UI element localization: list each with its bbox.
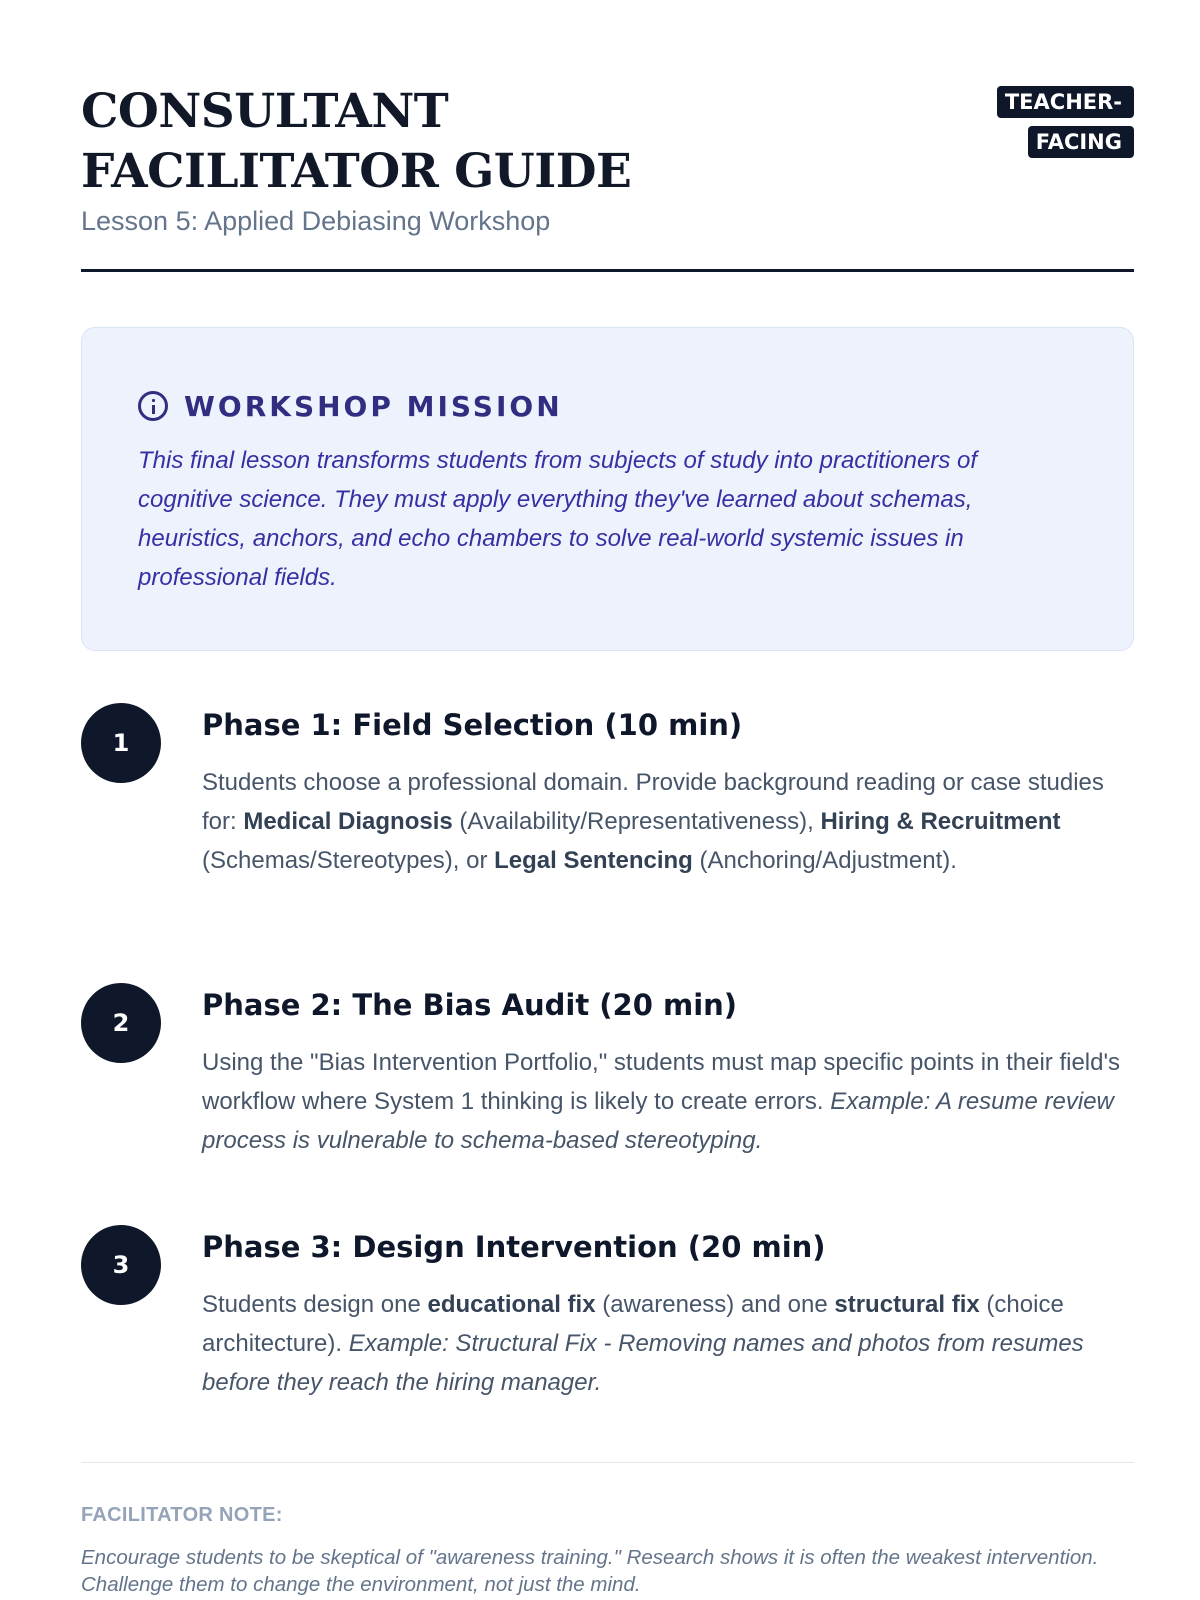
mission-text: This final lesson transforms students from subjects of study into practitioners of cognitive science. They must apply everything they've learned about schemas, heuristics, anchors, and echo chambers to solve real-world systemic issues in professional fields. bbox=[138, 447, 978, 591]
phase-title: Phase 3: Design Intervention (20 min) bbox=[202, 1230, 826, 1264]
phase-text: (awareness) and one bbox=[595, 1291, 835, 1318]
facilitator-note-label: FACILITATOR NOTE: bbox=[81, 1504, 283, 1526]
phase-description bbox=[202, 763, 1132, 880]
section-divider bbox=[81, 1462, 1134, 1463]
phase-example: Example: Structural Fix - Removing names and photos from resumes before they reach the hiring manager. bbox=[202, 1330, 1084, 1396]
page-title: CONSULTANT FACILITATOR GUIDE bbox=[81, 84, 632, 199]
phase-text: Students choose a professional domain. Provide background reading or case studies for: bbox=[202, 769, 1104, 835]
phase-text: (Schemas/Stereotypes), or bbox=[202, 847, 495, 874]
audience-badge-label: TEACHER-FACING bbox=[997, 86, 1134, 158]
mission-title: WORKSHOP MISSION bbox=[184, 389, 563, 423]
domain-medical-diagnosis: Medical Diagnosis bbox=[243, 808, 453, 835]
phase-text: (Anchoring/Adjustment). bbox=[692, 847, 957, 874]
phase-text: (Availability/Representativeness), bbox=[452, 808, 821, 835]
phase-number-badge: 1 bbox=[81, 703, 161, 783]
phase-title: Phase 2: The Bias Audit (20 min) bbox=[202, 988, 738, 1022]
structural-fix: structural fix bbox=[834, 1291, 980, 1318]
facilitator-note-text: Encourage students to be skeptical of "awareness training." Research shows it is often the weakest intervention. Challenge them to change the environment, not just the mind. bbox=[81, 1546, 1099, 1596]
workshop-mission-box bbox=[81, 327, 1134, 651]
domain-hiring-recruitment: Hiring & Recruitment bbox=[820, 808, 1061, 835]
page-header bbox=[81, 78, 1134, 272]
domain-legal-sentencing: Legal Sentencing bbox=[494, 847, 693, 874]
phase-text: (choice architecture). bbox=[202, 1291, 1064, 1357]
phase-number-badge: 3 bbox=[81, 1225, 161, 1305]
info-icon bbox=[138, 391, 168, 421]
phase-description bbox=[202, 1285, 1132, 1402]
phase-text: Using the "Bias Intervention Portfolio," students must map specific points in their field's workflow where System 1 thinking is likely to create errors. bbox=[202, 1049, 1121, 1115]
phase-number-badge: 2 bbox=[81, 983, 161, 1063]
mission-header bbox=[138, 388, 563, 424]
page-subtitle: Lesson 5: Applied Debiasing Workshop bbox=[81, 206, 551, 236]
phase-example: Example: A resume review process is vulnerable to schema-based stereotyping. bbox=[202, 1088, 1114, 1154]
phase-title: Phase 1: Field Selection (10 min) bbox=[202, 708, 743, 742]
phase-description bbox=[202, 1043, 1132, 1160]
phase-text: Students design one bbox=[202, 1291, 428, 1318]
audience-badge bbox=[991, 82, 1134, 162]
educational-fix: educational fix bbox=[427, 1291, 596, 1318]
